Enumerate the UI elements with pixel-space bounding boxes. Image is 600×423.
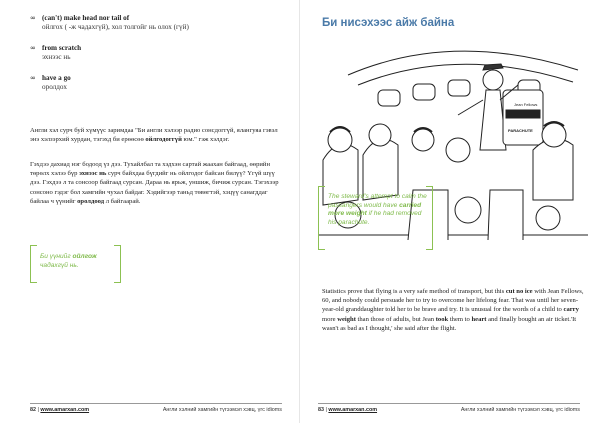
right-page [300,0,600,423]
idiom-term: have a go [42,74,71,82]
intro-text: юм." гэж хэлдэг. [181,136,230,144]
body-text: сурч байхдаа бүгдийг нь ойлгодог байсан билүү? Үгүй шүү дээ. Гэхдээ л та сонсоор байгаад сурсан. Дараа нь ярьж, уншиж, бичиж сурсан. Тэгэхээр сонсоно гэдэг бол хамгийн чухал байдаг. Хэдийгээр таньд төвөгтэй, хэцүү санагддаг байлаа ч үүнийг [30,170,279,205]
story-bold: cut no ice [505,288,533,295]
idiom-gloss: эхнээс нь [42,53,71,61]
idiom-term: from scratch [42,44,82,52]
idiom-term: (can't) make head nor tail of [42,14,130,22]
page-number: 82 [30,407,36,413]
footer-rule [30,403,282,404]
body-text: Гэхдээ дахиад нэг бодоод үз дээ. Тухайлбал та хэдхэн сартай жаахан байгаад, өөрийн төрөлх хэлээ бүр [30,161,270,178]
footer-separator: | [37,407,39,413]
quote-bracket-right [114,245,121,283]
footer-site-link[interactable]: www.amarxan.com [40,407,90,413]
footer-book-title: Англи хэлний хамгийн түгээмэл хэвц, үгс idioms [460,407,580,413]
quote-bracket-left [318,186,325,250]
quote-text: чадахгүй нь. [40,261,79,269]
bullet-icon: ∞ [30,74,36,82]
body-bold: оролдоод [77,197,105,205]
idiom-gloss: ойлгох ( -ж чадахгүй), хол толгойг нь олох (гүй) [42,23,189,31]
story-text: than those of adults, but Jean [355,315,436,323]
story-text: Statistics prove that flying is a very safe method of transport, but this [322,288,506,295]
footer-separator: | [325,407,327,413]
cartoon-parachute-text: PARACHUTE [508,128,533,133]
pull-quote [40,253,114,270]
bullet-icon: ∞ [30,44,36,52]
story-bold: weight [337,315,356,323]
idiom-item [30,14,280,32]
body-bold: эхнээс нь [79,170,107,178]
story-paragraph [322,287,584,333]
cartoon-notice-text: Jean Fellows [514,102,538,107]
quote-text: The steward's attempt to calm the passangers would have [328,193,427,209]
footer-book-title: Англи хэлний хамгийн түгээмэл хэвц, үгс idioms [162,407,282,413]
story-bold: took [435,315,449,323]
story-text: and finally bought an air ticket.'It wasn't as bad as I thought,' she said after the flight. [322,315,577,332]
idiom-item [30,44,280,62]
footer-site-link[interactable]: www.amarxan.com [328,407,378,413]
page-number: 83 [318,407,324,413]
quote-text: if he had removed his parachute. [328,210,422,226]
story-text: them to [448,315,472,323]
intro-paragraph [30,126,282,144]
bullet-icon: ∞ [30,14,36,22]
page-footer [318,407,580,413]
quote-bracket-left [30,245,37,283]
story-bold: carry [563,306,579,314]
quote-text: Би үүнийг [40,253,73,260]
story-text: with Jean Fellows, 60, and nobody could persuade her to try to overcome her lifelong fear. That was until her seven-year-old granddaughter told her to be brave and try. It is unusual for the words of a child to [322,288,584,314]
idiom-item [30,74,280,92]
story-bold: heart [471,315,487,323]
page-title: Би нисэхээс айж байна [322,17,455,29]
footer-rule [318,403,580,404]
body-paragraph [30,160,282,206]
pull-quote [328,193,428,227]
idiom-gloss: оролдох [42,83,67,91]
quote-bold: carried more weight [328,201,422,218]
story-text: more [322,315,338,323]
intro-text: Англи хэл сурч буй хүмүүс заримдаа "Би англи хэлээр радио сонсдоггүй, ялангуяа гэвэл энэ хэлзэрхий хурдан, тэгэхд би ерөөсөө [30,127,278,144]
body-text: л байгаарай. [104,197,141,205]
intro-bold: ойлгодоггүй [145,136,182,144]
page-footer [30,407,282,413]
idiom-list [30,14,280,104]
quote-bold: ойлгож [72,253,97,260]
